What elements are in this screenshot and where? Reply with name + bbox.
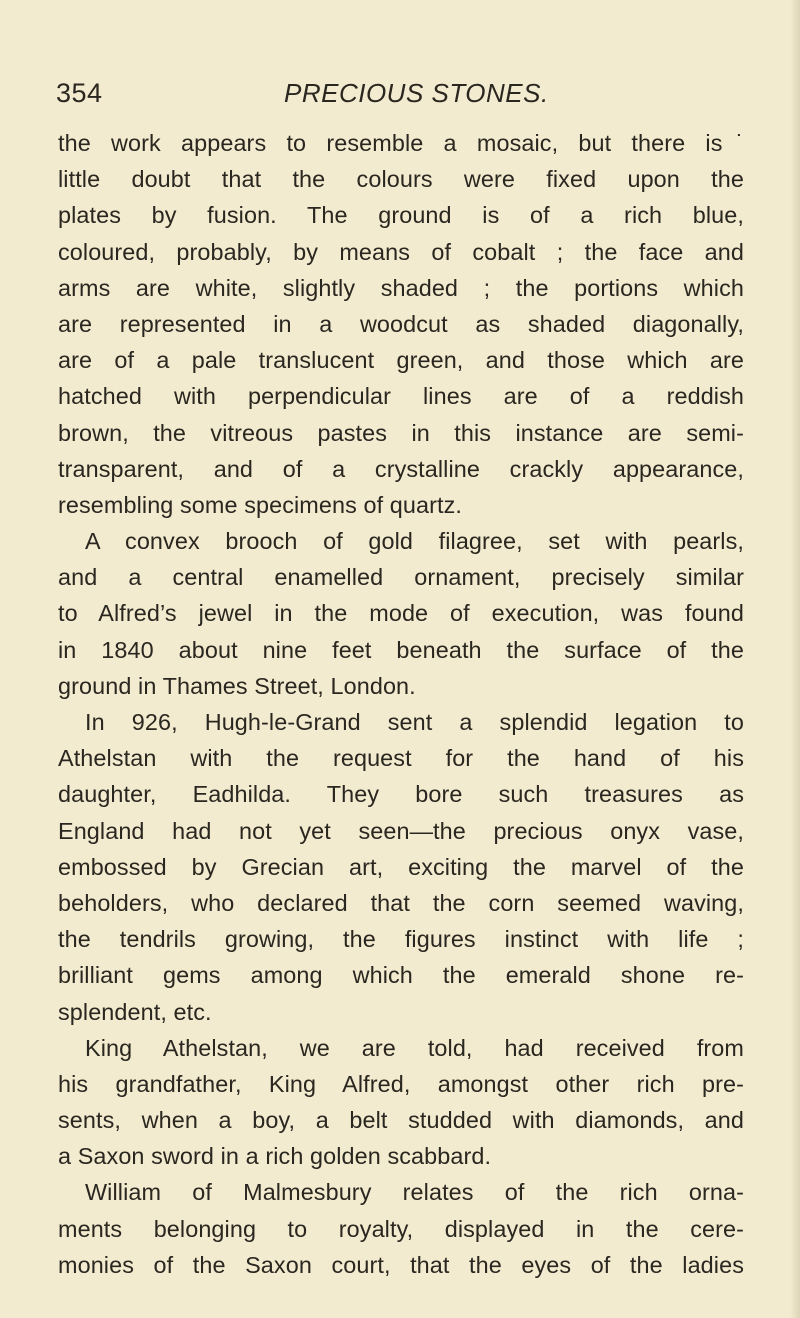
- paragraph-end-line: resembling some specimens of quartz.: [58, 491, 463, 518]
- text-line: in 1840 about nine feet beneath the surface of the: [58, 636, 744, 663]
- text-line: arms are white, slightly shaded ; the portions which: [58, 274, 744, 301]
- text-line: sents, when a boy, a belt studded with diamonds, and: [58, 1107, 744, 1134]
- paragraph-start-line: A convex brooch of gold filagree, set with pearls,: [85, 528, 744, 555]
- body-text: [58, 125, 744, 1283]
- paragraph-end-line: a Saxon sword in a rich golden scabbard.: [58, 1143, 492, 1170]
- paragraph-end-line: splendent, etc.: [58, 998, 212, 1025]
- paragraph-start-line: William of Malmesbury relates of the rich orna-: [85, 1179, 744, 1206]
- text-line: embossed by Grecian art, exciting the marvel of the: [58, 853, 744, 880]
- text-line: brown, the vitreous pastes in this instance are semi-: [58, 419, 744, 446]
- running-title: PRECIOUS STONES.: [284, 78, 549, 108]
- text-line: beholders, who declared that the corn seemed waving,: [58, 889, 744, 916]
- page-edge-shadow: [790, 0, 800, 1318]
- text-line: are represented in a woodcut as shaded diagonally,: [58, 310, 744, 337]
- paragraph-start-line: In 926, Hugh-le-Grand sent a splendid legation to: [85, 709, 744, 735]
- text-line: brilliant gems among which the emerald shone re-: [58, 962, 744, 989]
- text-line: daughter, Eadhilda. They bore such treasures as: [58, 781, 744, 808]
- text-line: England had not yet seen—the precious onyx vase,: [58, 817, 744, 844]
- text-line: coloured, probably, by means of cobalt ; the face and: [58, 238, 744, 265]
- text-line: are of a pale translucent green, and those which are: [58, 347, 744, 374]
- text-line: the work appears to resemble a mosaic, but there is˙: [58, 130, 744, 156]
- text-line: hatched with perpendicular lines are of a reddish: [58, 383, 744, 410]
- text-line: monies of the Saxon court, that the eyes of the ladies: [58, 1251, 744, 1278]
- text-line: the tendrils growing, the figures instinct with life ;: [58, 926, 744, 953]
- text-line: ments belonging to royalty, displayed in the cere-: [58, 1215, 744, 1242]
- text-line: to Alfred’s jewel in the mode of execution, was found: [58, 600, 744, 627]
- text-line: transparent, and of a crystalline crackly appearance,: [58, 455, 744, 482]
- text-line: his grandfather, King Alfred, amongst other rich pre-: [58, 1070, 744, 1097]
- paragraph-end-line: ground in Thames Street, London.: [58, 672, 416, 699]
- page-number: 354: [56, 78, 103, 108]
- text-line: Athelstan with the request for the hand of his: [58, 745, 744, 772]
- text-line: plates by fusion. The ground is of a rich blue,: [58, 202, 744, 229]
- paragraph-start-line: King Athelstan, we are told, had received from: [85, 1034, 744, 1061]
- text-line: and a central enamelled ornament, precisely similar: [58, 564, 744, 591]
- page-header: [56, 78, 746, 118]
- text-line: little doubt that the colours were fixed upon the: [58, 166, 744, 193]
